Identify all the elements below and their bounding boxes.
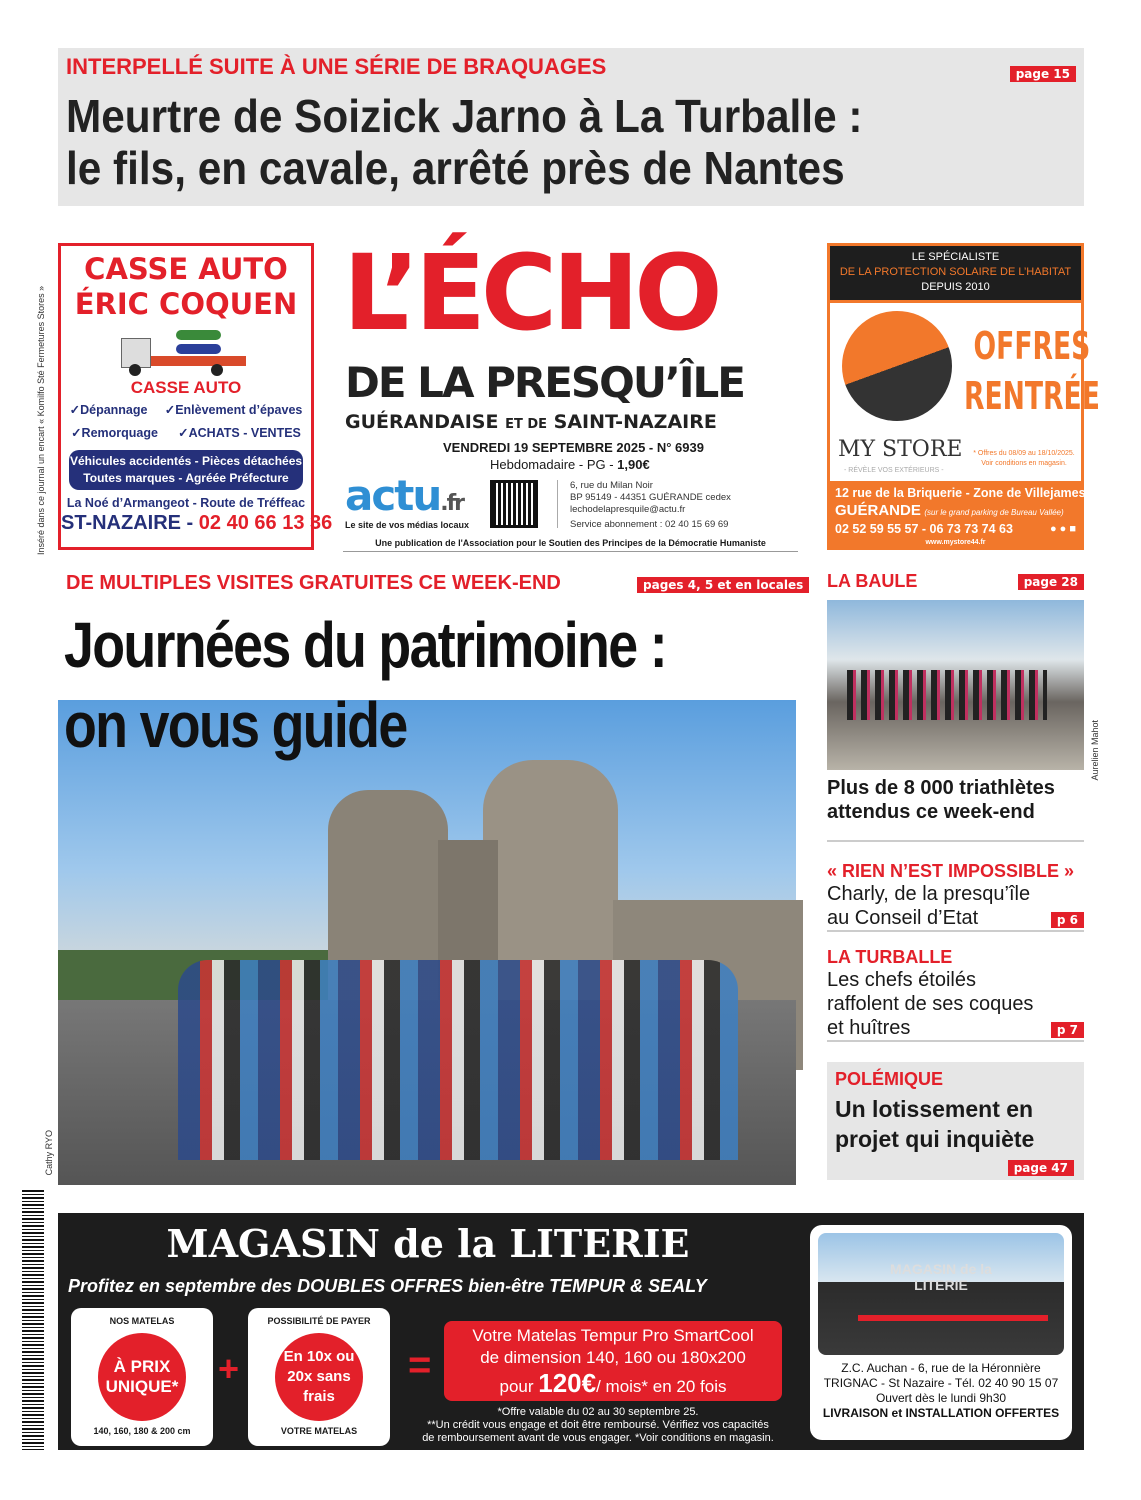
baule-story[interactable] <box>827 570 1100 824</box>
store-panel <box>810 1225 1072 1440</box>
ad-subtitle: Profitez en septembre des DOUBLES OFFRES bien-être TEMPUR & SEALY <box>68 1276 707 1296</box>
main-photo <box>58 700 796 1185</box>
ad-my-store[interactable] <box>827 243 1100 550</box>
service: ✓Enlèvement d’épaves <box>164 403 303 417</box>
badge-main: À PRIX UNIQUE* <box>98 1333 186 1421</box>
page-tag[interactable]: p 6 <box>1051 912 1084 928</box>
ad-line: DEPUIS 2010 <box>921 281 990 293</box>
offer-line: de dimension 140, 160 ou 180x200 <box>480 1348 746 1367</box>
ad-footer <box>827 481 1084 551</box>
store-address <box>810 1361 1072 1421</box>
title-line: le fils, en cavale, arrêté près de Nantes <box>66 142 845 194</box>
subscription-service: Service abonnement : 02 40 15 69 69 <box>570 519 729 530</box>
polemique-box[interactable] <box>827 1062 1084 1180</box>
divider <box>827 930 1084 932</box>
ad-address: La Noé d’Armangeot - Route de Tréffeac <box>66 496 306 510</box>
photo-credit: Aurelien Mahot <box>1090 720 1100 781</box>
divider <box>827 840 1084 842</box>
top-story-kicker: INTERPELLÉ SUITE À UNE SÉRIE DE BRAQUAGES <box>66 54 607 79</box>
turballe-kicker: LA TURBALLE <box>827 947 953 967</box>
page-tag[interactable]: page 15 <box>1010 66 1076 82</box>
main-headline <box>64 605 666 765</box>
conditions <box>970 449 1078 469</box>
issue-price <box>490 457 650 473</box>
badge-top: NOS MATELAS <box>109 1316 175 1326</box>
barcode-icon <box>22 1190 44 1450</box>
headline-line: Journées du patrimoine : <box>64 609 666 681</box>
equals-sign: = <box>408 1343 432 1387</box>
page-tag[interactable]: pages 4, 5 et en locales <box>637 577 809 593</box>
address-line: Ouvert dès le lundi 9h30 <box>875 1391 1007 1405</box>
turballe-story[interactable] <box>827 946 1084 1040</box>
polemique-title: Un lotissement en projet qui inquiète <box>835 1096 1035 1152</box>
logo-echo: L’ÉCHO <box>343 232 718 354</box>
charly-kicker: « RIEN N’EST IMPOSSIBLE » <box>827 861 1075 881</box>
offer-line: Votre Matelas Tempur Pro SmartCool <box>472 1326 754 1345</box>
issue-date: VENDREDI 19 SEPTEMBRE 2025 - N° 6939 <box>443 440 704 455</box>
ad-line: DE LA PROTECTION SOLAIRE DE L’HABITAT <box>839 266 1072 278</box>
divider <box>557 480 558 528</box>
ad-phone: 02 40 66 13 36 <box>198 512 333 534</box>
top-story-title <box>66 90 862 194</box>
plus-sign: + <box>218 1348 240 1389</box>
ad-subtitle: CASSE AUTO <box>130 378 242 397</box>
page-tag[interactable]: p 7 <box>1051 1022 1084 1038</box>
my-store-logo-icon <box>842 311 952 421</box>
frequency: Hebdomadaire - PG - <box>490 457 618 472</box>
divider <box>827 1040 1084 1042</box>
qr-code-icon[interactable] <box>490 480 538 528</box>
city-note: (sur le grand parking de Bureau Vallée) <box>924 508 1064 517</box>
charly-story[interactable] <box>827 860 1084 930</box>
photo-credit: Cathy RYO <box>44 1130 54 1176</box>
store-sign: MAGASIN de la LITERIE <box>890 1261 992 1293</box>
headline-line: on vous guide <box>64 689 407 761</box>
address-line: 6, rue du Milan Noir <box>570 480 653 491</box>
badge-paiement <box>248 1308 390 1446</box>
ad-title: CASSE AUTO <box>84 252 288 286</box>
service: ✓Dépannage <box>69 403 148 417</box>
page-tag[interactable]: page 28 <box>1018 574 1084 590</box>
legal-line: **Un crédit vous engage et doit être remboursé. Vérifiez vos capacités <box>427 1419 769 1431</box>
address-line: BP 95149 - 44351 GUÉRANDE cedex <box>570 492 731 503</box>
right-column <box>827 570 1100 1180</box>
ad-line: LE SPÉCIALISTE <box>911 251 1000 263</box>
offer-line: RENTRÉE <box>964 374 1100 418</box>
masthead <box>343 232 798 558</box>
ad-header <box>830 246 1081 300</box>
logo-part: ET DE <box>505 417 548 432</box>
ad-title: ÉRIC COQUEN <box>74 287 298 321</box>
offer-box <box>444 1321 782 1401</box>
top-story[interactable] <box>58 48 1084 206</box>
offer-price: 120€ <box>538 1368 597 1398</box>
brand-name: MY STORE <box>838 437 963 462</box>
ad-casse-auto[interactable] <box>58 243 333 550</box>
crowd <box>178 960 738 1160</box>
city: GUÉRANDE <box>835 502 921 519</box>
baule-title: Plus de 8 000 triathlètes attendus ce week-end <box>827 777 1055 823</box>
truck-icon <box>121 328 251 378</box>
address: 12 rue de la Briquerie - Zone de Villejames <box>835 486 1086 500</box>
polemique-kicker: POLÉMIQUE <box>835 1069 944 1089</box>
store-stripe <box>858 1315 1048 1321</box>
website[interactable]: www.mystore44.fr <box>925 539 986 546</box>
logo-part: GUÉRANDAISE <box>345 411 499 433</box>
offer-part: / mois* en 20 fois <box>596 1377 727 1396</box>
logo-part: SAINT-NAZAIRE <box>553 411 717 433</box>
service: ✓ACHATS - VENTES <box>178 426 301 440</box>
address-line: TRIGNAC - St Nazaire - Tél. 02 40 90 15 07 <box>823 1376 1059 1390</box>
condition-line: * Offres du 08/09 au 18/10/2025. <box>973 450 1075 457</box>
social-icons[interactable]: ● ● ■ <box>1049 523 1076 535</box>
logo-presquile: DE LA PRESQU’ÎLE <box>345 358 744 407</box>
athletes <box>847 670 1047 720</box>
charly-title: Charly, de la presqu’île au Conseil d’Etat <box>827 883 1031 929</box>
actu-logo[interactable] <box>345 471 463 526</box>
ad-title: MAGASIN de la LITERIE <box>166 1221 690 1266</box>
contact-info <box>570 480 731 531</box>
email[interactable]: lechodelapresquile@actu.fr <box>570 504 686 515</box>
badge-top: POSSIBILITÉ DE PAYER <box>267 1316 371 1326</box>
ad-info-box <box>69 450 303 490</box>
badge-bottom: VOTRE MATELAS <box>280 1426 358 1436</box>
info-line: Toutes marques - Agréée Préfecture <box>83 471 289 485</box>
triathlon-photo <box>827 600 1084 770</box>
logo-subtitle <box>345 410 717 437</box>
ad-city: ST-NAZAIRE - <box>61 512 194 534</box>
turballe-title: Les chefs étoilés raffolent de ses coques et huîtres <box>827 969 1034 1039</box>
legal-text <box>393 1406 803 1445</box>
badge-main: En 10x ou 20x sans frais <box>275 1333 363 1421</box>
title-line: Meurtre de Soizick Jarno à La Turballe : <box>66 90 863 142</box>
badge-bottom: 140, 160, 180 & 200 cm <box>93 1426 191 1436</box>
ad-body <box>830 303 1100 481</box>
address-line: Z.C. Auchan - 6, rue de la Héronnière <box>841 1361 1041 1375</box>
badge-prix-unique <box>71 1308 213 1446</box>
price: 1,90€ <box>617 457 650 472</box>
page-tag[interactable]: page 47 <box>1008 1160 1074 1176</box>
store-photo <box>818 1233 1064 1355</box>
ad-literie[interactable] <box>58 1213 1084 1450</box>
offer-title <box>964 321 1100 421</box>
brand-tagline: - RÉVÈLE VOS EXTÉRIEURS - <box>844 467 944 474</box>
actu-text: actu <box>345 471 441 520</box>
offer-line: OFFRES <box>973 324 1091 368</box>
actu-fr: .fr <box>440 491 463 516</box>
condition-line: Voir conditions en magasin. <box>981 460 1067 467</box>
info-line: Véhicules accidentés - Pièces détachées <box>69 454 303 468</box>
insert-caption: Inséré dans ce journal un encart « Komilfo Sté Fermetures Stores » <box>36 285 46 555</box>
legal-line: de remboursement avant de vous engager. *Voir conditions en magasin. <box>422 1432 774 1444</box>
address-line: LIVRAISON et INSTALLATION OFFERTES <box>822 1406 1060 1420</box>
baule-kicker: LA BAULE <box>827 571 918 591</box>
main-story-kicker: DE MULTIPLES VISITES GRATUITES CE WEEK-END <box>66 572 561 594</box>
phones: 02 52 59 55 57 - 06 73 73 74 63 <box>835 522 1013 536</box>
offer-part: pour <box>499 1377 539 1396</box>
service: ✓Remorquage <box>71 426 158 440</box>
publisher: Une publication de l'Association pour le Soutien des Principes de la Démocratie Humaniste <box>343 538 798 552</box>
actu-tagline: Le site de vos médias locaux <box>345 520 470 530</box>
legal-line: *Offre valable du 02 au 30 septembre 25. <box>497 1406 699 1418</box>
